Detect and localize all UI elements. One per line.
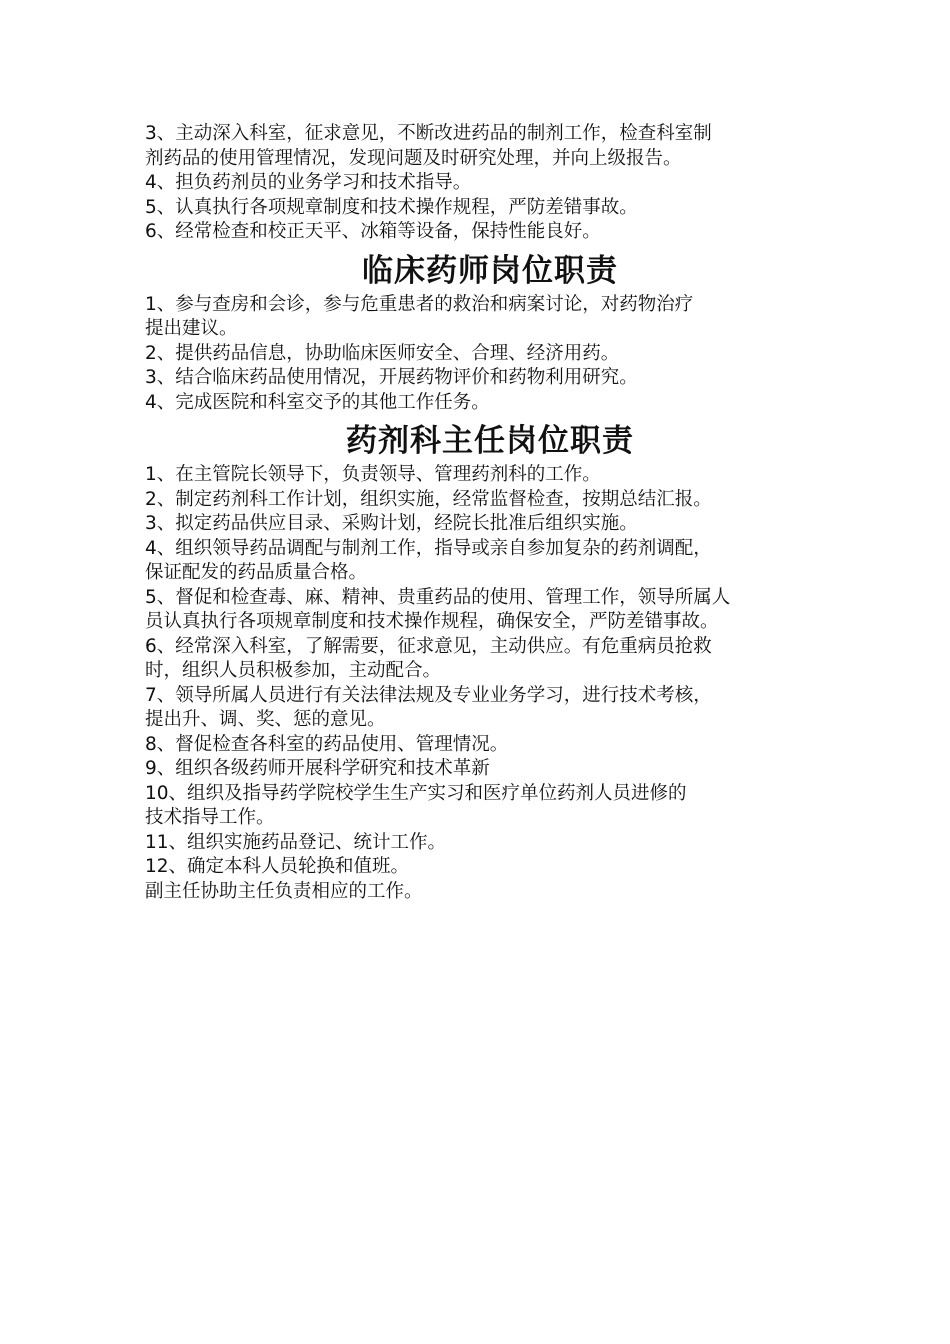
duty-line: 11、组织实施药品登记、统计工作。 [145, 831, 447, 853]
duty-line: 3、主动深入科室，征求意见，不断改进药品的制剂工作，检查科室制 [145, 123, 712, 144]
duty-line: 技术指导工作。 [145, 807, 275, 828]
duty-line: 3、结合临床药品使用情况，开展药物评价和药物利用研究。 [145, 367, 638, 388]
duty-line: 6、经常深入科室，了解需要，征求意见，主动供应。有危重病员抢救 [145, 635, 712, 657]
section-pharmacist-duties-continued [145, 122, 835, 245]
duty-line: 员认真执行各项规章制度和技术操作规程，确保安全，严防差错事故。 [145, 611, 719, 632]
duty-line: 6、经常检查和校正天平、冰箱等设备，保持性能良好。 [145, 221, 601, 242]
duty-line: 5、督促和检查毒、麻、精神、贵重药品的使用、管理工作，领导所属人 [145, 586, 731, 608]
duty-line: 4、担负药剂员的业务学习和技术指导。 [145, 172, 472, 193]
duty-line: 剂药品的使用管理情况，发现问题及时研究处理，并向上级报告。 [145, 147, 682, 169]
section-clinical-pharmacist [145, 253, 835, 416]
duty-line: 4、组织领导药品调配与制剂工作，指导或亲自参加复杂的药剂调配， [145, 537, 712, 559]
duty-line: 9、组织各级药师开展科学研究和技术革新 [145, 758, 490, 779]
section-pharmacy-director [145, 423, 835, 904]
duty-line: 保证配发的药品质量合格。 [145, 562, 368, 583]
duty-line: 10、组织及指导药学院校学生生产实习和医疗单位药剂人员进修的 [145, 782, 687, 804]
duty-line: 副主任协助主任负责相应的工作。 [145, 880, 423, 902]
section-heading: 药剂科主任岗位职责 [346, 423, 634, 459]
duty-line: 提出建议。 [145, 318, 238, 339]
duty-line: 4、完成医院和科室交予的其他工作任务。 [145, 391, 490, 413]
duty-line: 3、拟定药品供应目录、采购计划，经院长批准后组织实施。 [145, 513, 638, 534]
duty-line: 2、制定药剂科工作计划，组织实施，经常监督检查，按期总结汇报。 [145, 488, 712, 510]
duty-line: 提出升、调、奖、惩的意见。 [145, 709, 386, 730]
duty-line: 1、参与查房和会诊，参与危重患者的救治和病案讨论，对药物治疗 [145, 293, 694, 315]
duty-line: 7、领导所属人员进行有关法律法规及专业业务学习，进行技术考核， [145, 684, 712, 706]
duty-line: 2、提供药品信息，协助临床医师安全、合理、经济用药。 [145, 342, 620, 364]
duty-line: 8、督促检查各科室的药品使用、管理情况。 [145, 733, 509, 755]
duty-line: 12、确定本科人员轮换和值班。 [145, 856, 410, 877]
section-heading: 临床药师岗位职责 [362, 252, 618, 289]
duty-line: 5、认真执行各项规章制度和技术操作规程，严防差错事故。 [145, 196, 638, 218]
duty-line: 1、在主管院长领导下，负责领导、管理药剂科的工作。 [145, 464, 601, 485]
duty-line: 时，组织人员积极参加，主动配合。 [145, 660, 442, 681]
document-page [145, 122, 835, 904]
